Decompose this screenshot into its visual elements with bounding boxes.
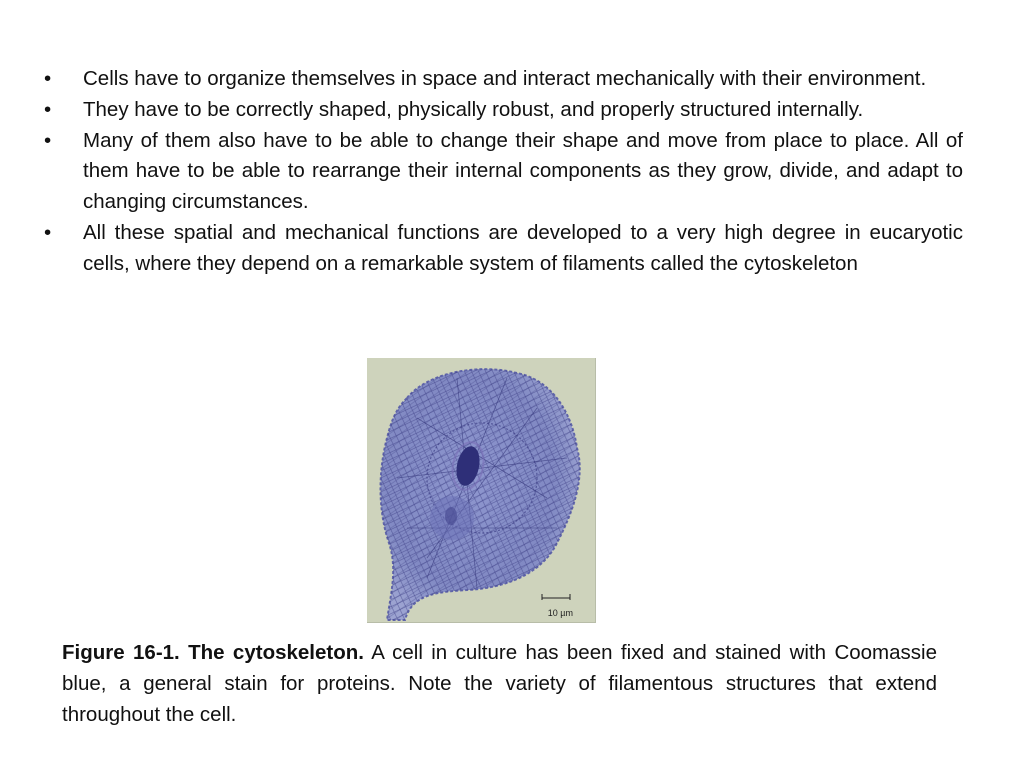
bullet-text: Many of them also have to be able to change their shape and move from place to place. All of them have to be able to rearrange their internal components as they grow, divide, and adapt to changing circumstances. [83, 128, 963, 214]
caption-title: Figure 16-1. The cytoskeleton. [62, 641, 364, 664]
caption-body: A cell in culture has been fixed and stained with Coomassie blue, a general stain for proteins. Note the variety of filamentous structures that extend throughout the cell. [62, 641, 937, 726]
bullet-item [40, 95, 963, 126]
bullet-symbol: • [44, 128, 52, 152]
scale-bar-label: 10 µm [547, 608, 573, 618]
bullet-symbol: • [44, 67, 52, 90]
cell-image [367, 358, 595, 622]
bullet-item [40, 218, 963, 280]
bullet-symbol: • [44, 97, 52, 121]
bullet-symbol: • [44, 220, 52, 244]
bullet-list [40, 64, 963, 280]
bullet-text: They have to be correctly shaped, physically robust, and properly structured internally. [83, 97, 864, 121]
figure-caption [62, 638, 937, 730]
cytoskeleton-micrograph [367, 358, 596, 623]
bullet-text: All these spatial and mechanical functions are developed to a very high degree in eucaryotic cells, where they depend on a remarkable system of filaments called the cytoskeleton [83, 220, 963, 275]
bullet-item [40, 64, 963, 95]
bullet-item [40, 126, 963, 218]
bullet-text: Cells have to organize themselves in space and interact mechanically with their environment. [83, 67, 927, 90]
